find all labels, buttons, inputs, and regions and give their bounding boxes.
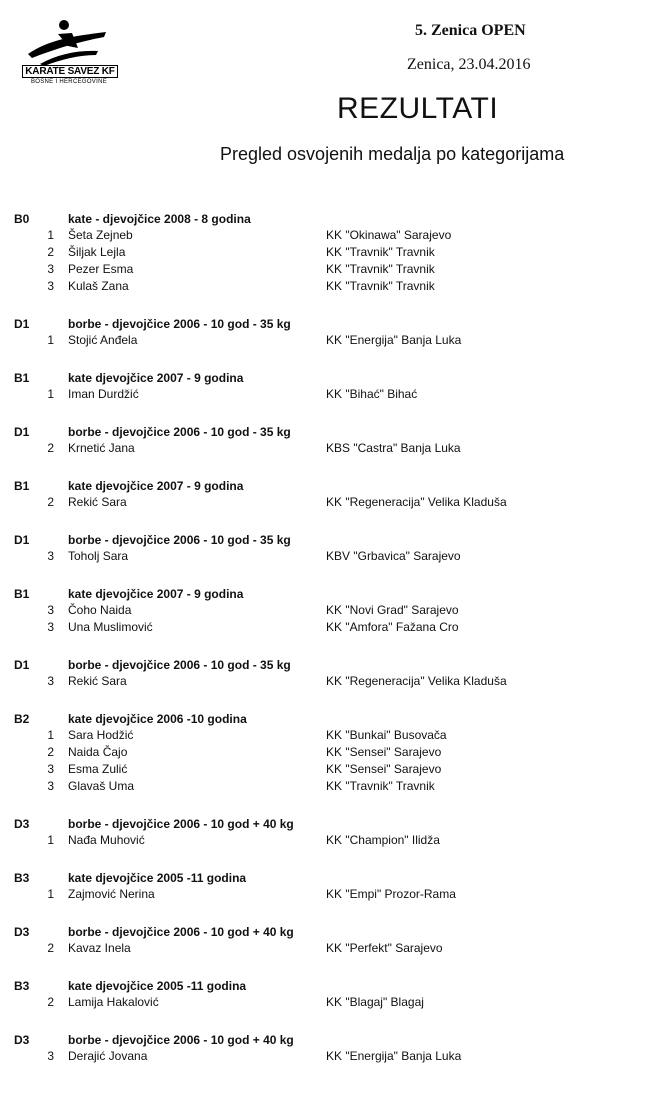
result-row <box>0 245 650 262</box>
category-name: kate djevojčice 2005 -11 godina <box>68 871 247 885</box>
athlete-name: Rekić Sara <box>68 674 127 688</box>
athlete-name: Čoho Naida <box>68 603 132 617</box>
category-code: B0 <box>14 212 30 226</box>
result-row <box>0 495 650 512</box>
category-code: B1 <box>14 587 30 601</box>
category-code: B3 <box>14 871 30 885</box>
place: 2 <box>47 995 54 1009</box>
place: 3 <box>47 674 54 688</box>
category-block <box>0 425 650 458</box>
category-block <box>0 371 650 404</box>
club-name: KK "Energija" Banja Luka <box>326 1049 462 1063</box>
category-code: B1 <box>14 479 30 493</box>
club-name: KK "Regeneracija" Velika Kladuša <box>326 674 507 688</box>
logo-subtext: BOSNE I HERCEGOVINE <box>30 79 108 85</box>
club-name: KK "Bunkai" Busovača <box>326 728 447 742</box>
place: 1 <box>47 833 54 847</box>
category-header <box>0 979 650 995</box>
category-name: kate - djevojčice 2008 - 8 godina <box>68 212 251 226</box>
category-code: D1 <box>14 317 30 331</box>
category-block <box>0 317 650 350</box>
athlete-name: Kavaz Inela <box>68 941 131 955</box>
result-row <box>0 549 650 566</box>
athlete-name: Naida Čajo <box>68 745 128 759</box>
category-code: D3 <box>14 817 30 831</box>
karate-figure-icon <box>18 18 118 66</box>
event-name: 5. Zenica OPEN <box>415 22 526 39</box>
place: 3 <box>47 779 54 793</box>
category-block <box>0 817 650 850</box>
page-subtitle: Pregled osvojenih medalja po kategorijama <box>220 144 565 164</box>
club-name: KK "Blagaj" Blagaj <box>326 995 424 1009</box>
category-code: D3 <box>14 1033 30 1047</box>
club-name: KK "Sensei" Sarajevo <box>326 745 442 759</box>
result-row <box>0 603 650 620</box>
category-block <box>0 712 650 796</box>
results-list <box>0 212 650 1087</box>
category-header <box>0 871 650 887</box>
result-row <box>0 279 650 296</box>
category-header <box>0 371 650 387</box>
result-row <box>0 762 650 779</box>
category-header <box>0 658 650 674</box>
category-block <box>0 587 650 637</box>
club-name: KK "Travnik" Travnik <box>326 245 435 259</box>
place: 1 <box>47 228 54 242</box>
club-name: KK "Novi Grad" Sarajevo <box>326 603 459 617</box>
athlete-name: Una Muslimović <box>68 620 153 634</box>
place: 2 <box>47 745 54 759</box>
place: 3 <box>47 262 54 276</box>
category-name: borbe - djevojčice 2006 - 10 god - 35 kg <box>68 658 291 672</box>
athlete-name: Stojić Anđela <box>68 333 138 347</box>
place: 2 <box>47 245 54 259</box>
club-name: KBS "Castra" Banja Luka <box>326 441 461 455</box>
place: 2 <box>47 941 54 955</box>
club-name: KK "Energija" Banja Luka <box>326 333 462 347</box>
category-block <box>0 479 650 512</box>
category-code: B1 <box>14 371 30 385</box>
place: 1 <box>47 387 54 401</box>
athlete-name: Kulaš Zana <box>68 279 129 293</box>
page-title: REZULTATI <box>337 92 499 125</box>
result-row <box>0 779 650 796</box>
result-row <box>0 262 650 279</box>
result-row <box>0 620 650 637</box>
athlete-name: Sara Hodžić <box>68 728 134 742</box>
category-code: D1 <box>14 533 30 547</box>
category-header <box>0 212 650 228</box>
result-row <box>0 228 650 245</box>
place: 1 <box>47 333 54 347</box>
category-code: D1 <box>14 658 30 672</box>
category-name: kate djevojčice 2007 - 9 godina <box>68 587 244 601</box>
result-row <box>0 887 650 904</box>
athlete-name: Esma Zulić <box>68 762 128 776</box>
athlete-name: Pezer Esma <box>68 262 134 276</box>
athlete-name: Iman Durdžić <box>68 387 139 401</box>
athlete-name: Rekić Sara <box>68 495 127 509</box>
athlete-name: Šeta Zejneb <box>68 228 133 242</box>
athlete-name: Nađa Muhović <box>68 833 145 847</box>
category-header <box>0 317 650 333</box>
result-row <box>0 387 650 404</box>
result-row <box>0 1049 650 1066</box>
category-block <box>0 212 650 296</box>
club-name: KK "Travnik" Travnik <box>326 262 435 276</box>
category-block <box>0 871 650 904</box>
category-header <box>0 925 650 941</box>
place: 1 <box>47 887 54 901</box>
club-name: KK "Okinawa" Sarajevo <box>326 228 452 242</box>
category-name: kate djevojčice 2007 - 9 godina <box>68 371 244 385</box>
club-name: KK "Amfora" Fažana Cro <box>326 620 459 634</box>
club-name: KK "Empi" Prozor-Rama <box>326 887 456 901</box>
category-header <box>0 533 650 549</box>
club-name: KK "Sensei" Sarajevo <box>326 762 442 776</box>
category-name: borbe - djevojčice 2006 - 10 god - 35 kg <box>68 533 291 547</box>
category-name: borbe - djevojčice 2006 - 10 god - 35 kg <box>68 425 291 439</box>
place: 2 <box>47 441 54 455</box>
result-row <box>0 674 650 691</box>
place: 3 <box>47 762 54 776</box>
category-code: D1 <box>14 425 30 439</box>
category-block <box>0 979 650 1012</box>
athlete-name: Derajić Jovana <box>68 1049 148 1063</box>
category-name: borbe - djevojčice 2006 - 10 god + 40 kg <box>68 1033 294 1047</box>
category-block <box>0 533 650 566</box>
place: 3 <box>47 620 54 634</box>
result-row <box>0 728 650 745</box>
club-name: KK "Bihać" Bihać <box>326 387 418 401</box>
athlete-name: Šiljak Lejla <box>68 245 126 259</box>
athlete-name: Glavaš Uma <box>68 779 135 793</box>
result-row <box>0 833 650 850</box>
result-row <box>0 441 650 458</box>
event-date: Zenica, 23.04.2016 <box>407 56 531 73</box>
club-name: KK "Regeneracija" Velika Kladuša <box>326 495 507 509</box>
result-row <box>0 333 650 350</box>
result-row <box>0 941 650 958</box>
club-name: KK "Travnik" Travnik <box>326 279 435 293</box>
category-header <box>0 712 650 728</box>
category-name: kate djevojčice 2006 -10 godina <box>68 712 247 726</box>
category-block <box>0 925 650 958</box>
place: 2 <box>47 495 54 509</box>
place: 3 <box>47 603 54 617</box>
athlete-name: Krnetić Jana <box>68 441 135 455</box>
category-name: borbe - djevojčice 2006 - 10 god - 35 kg <box>68 317 291 331</box>
result-row <box>0 995 650 1012</box>
athlete-name: Toholj Sara <box>68 549 129 563</box>
category-header <box>0 1033 650 1049</box>
category-header <box>0 817 650 833</box>
category-name: borbe - djevojčice 2006 - 10 god + 40 kg <box>68 925 294 939</box>
place: 3 <box>47 549 54 563</box>
category-name: borbe - djevojčice 2006 - 10 god + 40 kg <box>68 817 294 831</box>
place: 3 <box>47 1049 54 1063</box>
category-header <box>0 587 650 603</box>
result-row <box>0 745 650 762</box>
category-block <box>0 1033 650 1066</box>
place: 3 <box>47 279 54 293</box>
athlete-name: Lamija Hakalović <box>68 995 159 1009</box>
club-name: KK "Perfekt" Sarajevo <box>326 941 443 955</box>
category-block <box>0 658 650 691</box>
category-header <box>0 479 650 495</box>
logo-text: KARATE SAVEZ KF <box>22 65 118 78</box>
federation-logo <box>18 18 118 90</box>
place: 1 <box>47 728 54 742</box>
club-name: KK "Travnik" Travnik <box>326 779 435 793</box>
category-name: kate djevojčice 2007 - 9 godina <box>68 479 244 493</box>
athlete-name: Zajmović Nerina <box>68 887 155 901</box>
category-header <box>0 425 650 441</box>
club-name: KBV "Grbavica" Sarajevo <box>326 549 461 563</box>
category-code: D3 <box>14 925 30 939</box>
category-code: B3 <box>14 979 30 993</box>
category-code: B2 <box>14 712 30 726</box>
category-name: kate djevojčice 2005 -11 godina <box>68 979 247 993</box>
club-name: KK "Champion" Ilidža <box>326 833 440 847</box>
